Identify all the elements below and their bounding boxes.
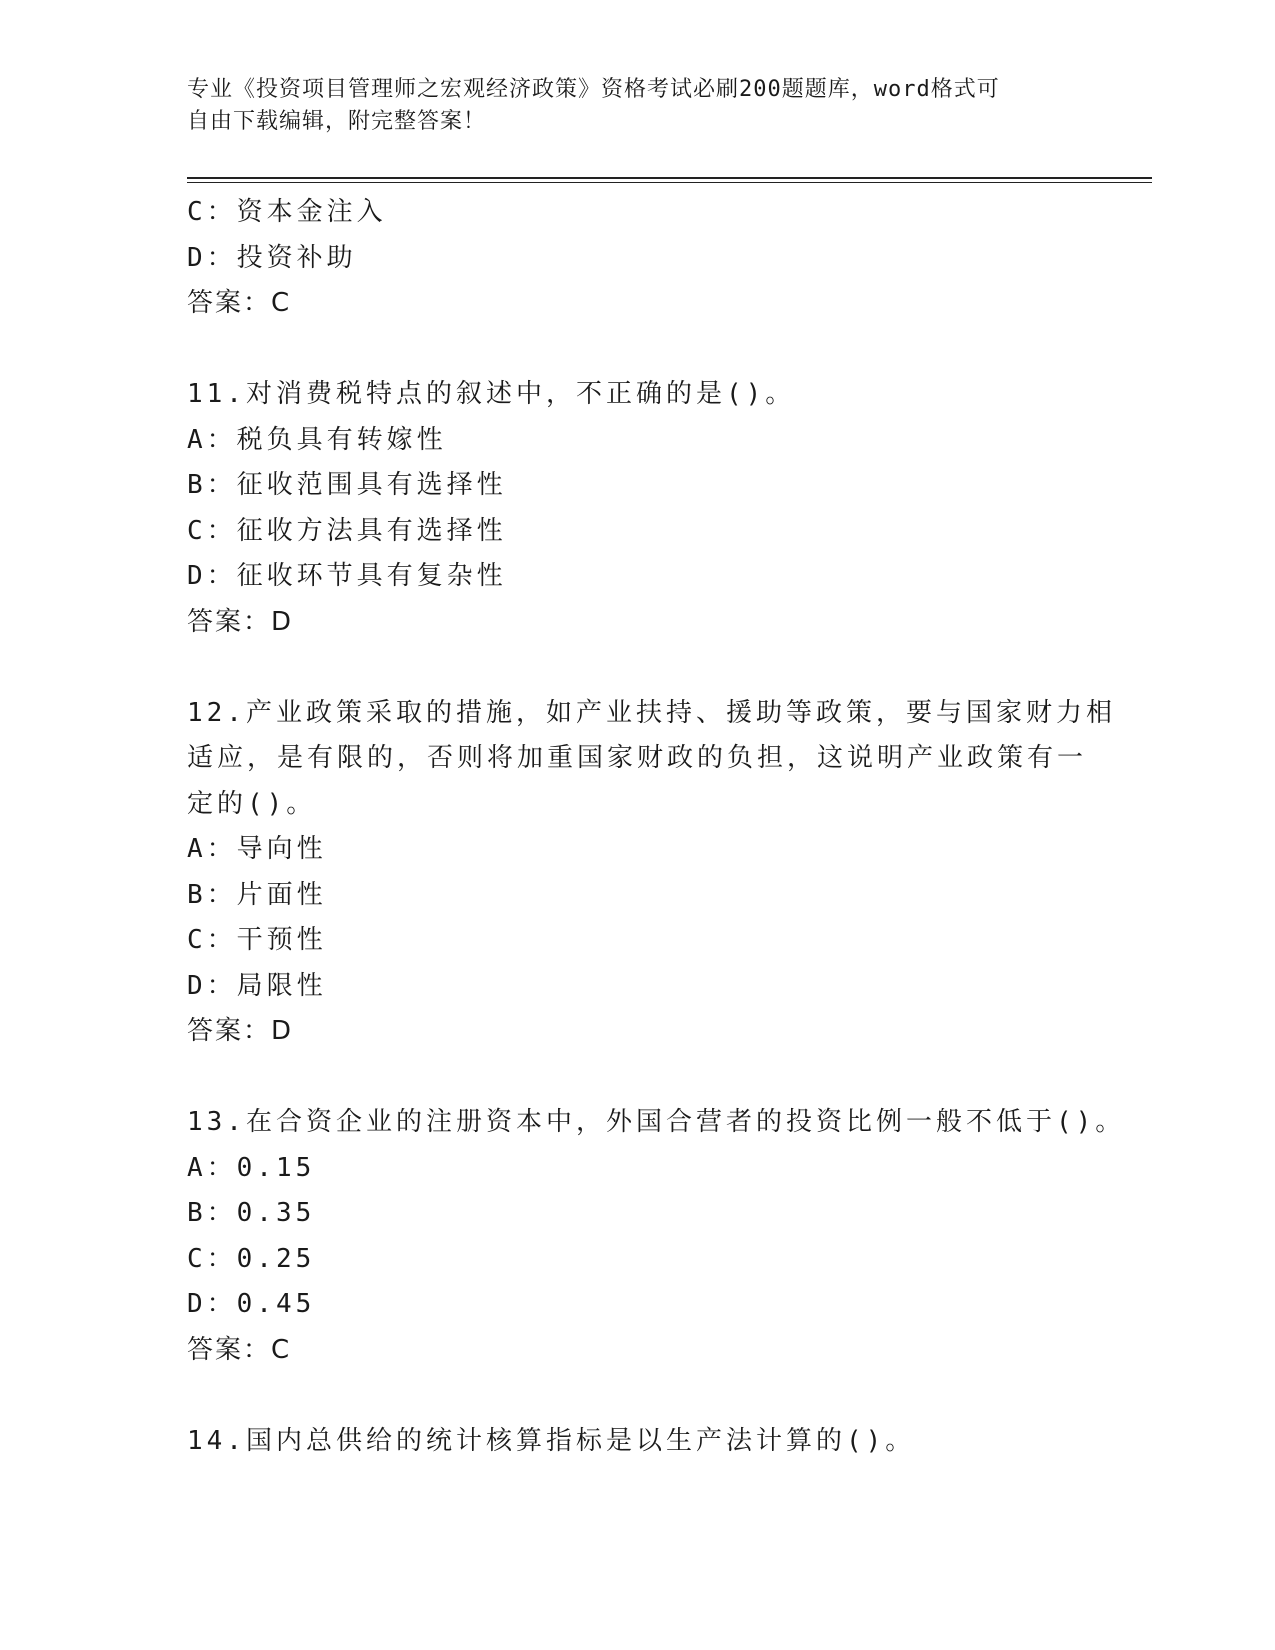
question-stem: 13.在合资企业的注册资本中，外国合营者的投资比例一般不低于()。 bbox=[187, 1107, 1126, 1137]
option-a: A：0.15 bbox=[187, 1152, 316, 1183]
question-stem: 11.对消费税特点的叙述中，不正确的是()。 bbox=[187, 379, 796, 409]
option-b: B：征收范围具有选择性 bbox=[187, 470, 507, 500]
answer-line: 答案：C bbox=[187, 288, 292, 318]
option-d: D：征收环节具有复杂性 bbox=[187, 561, 507, 591]
question-stem: 14.国内总供给的统计核算指标是以生产法计算的()。 bbox=[187, 1425, 916, 1456]
answer-line: 答案：D bbox=[187, 606, 294, 637]
question-stem-line-3: 定的()。 bbox=[187, 788, 317, 819]
header-title-line-2: 自由下载编辑，附完整答案！ bbox=[187, 109, 487, 134]
header-title-line-1: 专业《投资项目管理师之宏观经济政策》资格考试必刷200题题库，word格式可 bbox=[187, 77, 1000, 102]
option-d: D：0.45 bbox=[187, 1289, 316, 1319]
question-stem-line-1: 12.产业政策采取的措施，如产业扶持、援助等政策，要与国家财力相 bbox=[187, 697, 1116, 728]
answer-line: 答案：D bbox=[187, 1016, 294, 1046]
option-c: C：干预性 bbox=[187, 925, 327, 955]
option-a: A：税负具有转嫁性 bbox=[187, 424, 447, 455]
header-divider-thick bbox=[187, 177, 1152, 179]
spacer bbox=[187, 1055, 1087, 1101]
question-12 bbox=[187, 691, 1116, 1055]
option-b: B：片面性 bbox=[187, 879, 327, 910]
question-stem-line-2: 适应，是有限的，否则将加重国家财政的负担，这说明产业政策有一 bbox=[187, 743, 1088, 773]
header-divider-thin bbox=[187, 182, 1152, 183]
question-14 bbox=[187, 1419, 1087, 1465]
question-13 bbox=[187, 1100, 1126, 1373]
option-b: B：0.35 bbox=[187, 1198, 316, 1228]
document-header bbox=[187, 74, 1087, 138]
option-d: D：局限性 bbox=[187, 970, 327, 1001]
option-c: C：0.25 bbox=[187, 1243, 316, 1274]
question-11 bbox=[187, 372, 1087, 645]
option-d: D：投资补助 bbox=[187, 242, 357, 273]
option-c: C：征收方法具有选择性 bbox=[187, 515, 507, 546]
answer-line: 答案：C bbox=[187, 1334, 292, 1365]
option-a: A：导向性 bbox=[187, 834, 327, 864]
spacer bbox=[187, 327, 1087, 373]
spacer bbox=[187, 1373, 1087, 1419]
question-list bbox=[187, 190, 1126, 1464]
option-c: C：资本金注入 bbox=[187, 197, 387, 227]
question-10-continuation bbox=[187, 190, 1087, 327]
spacer bbox=[187, 645, 1087, 691]
